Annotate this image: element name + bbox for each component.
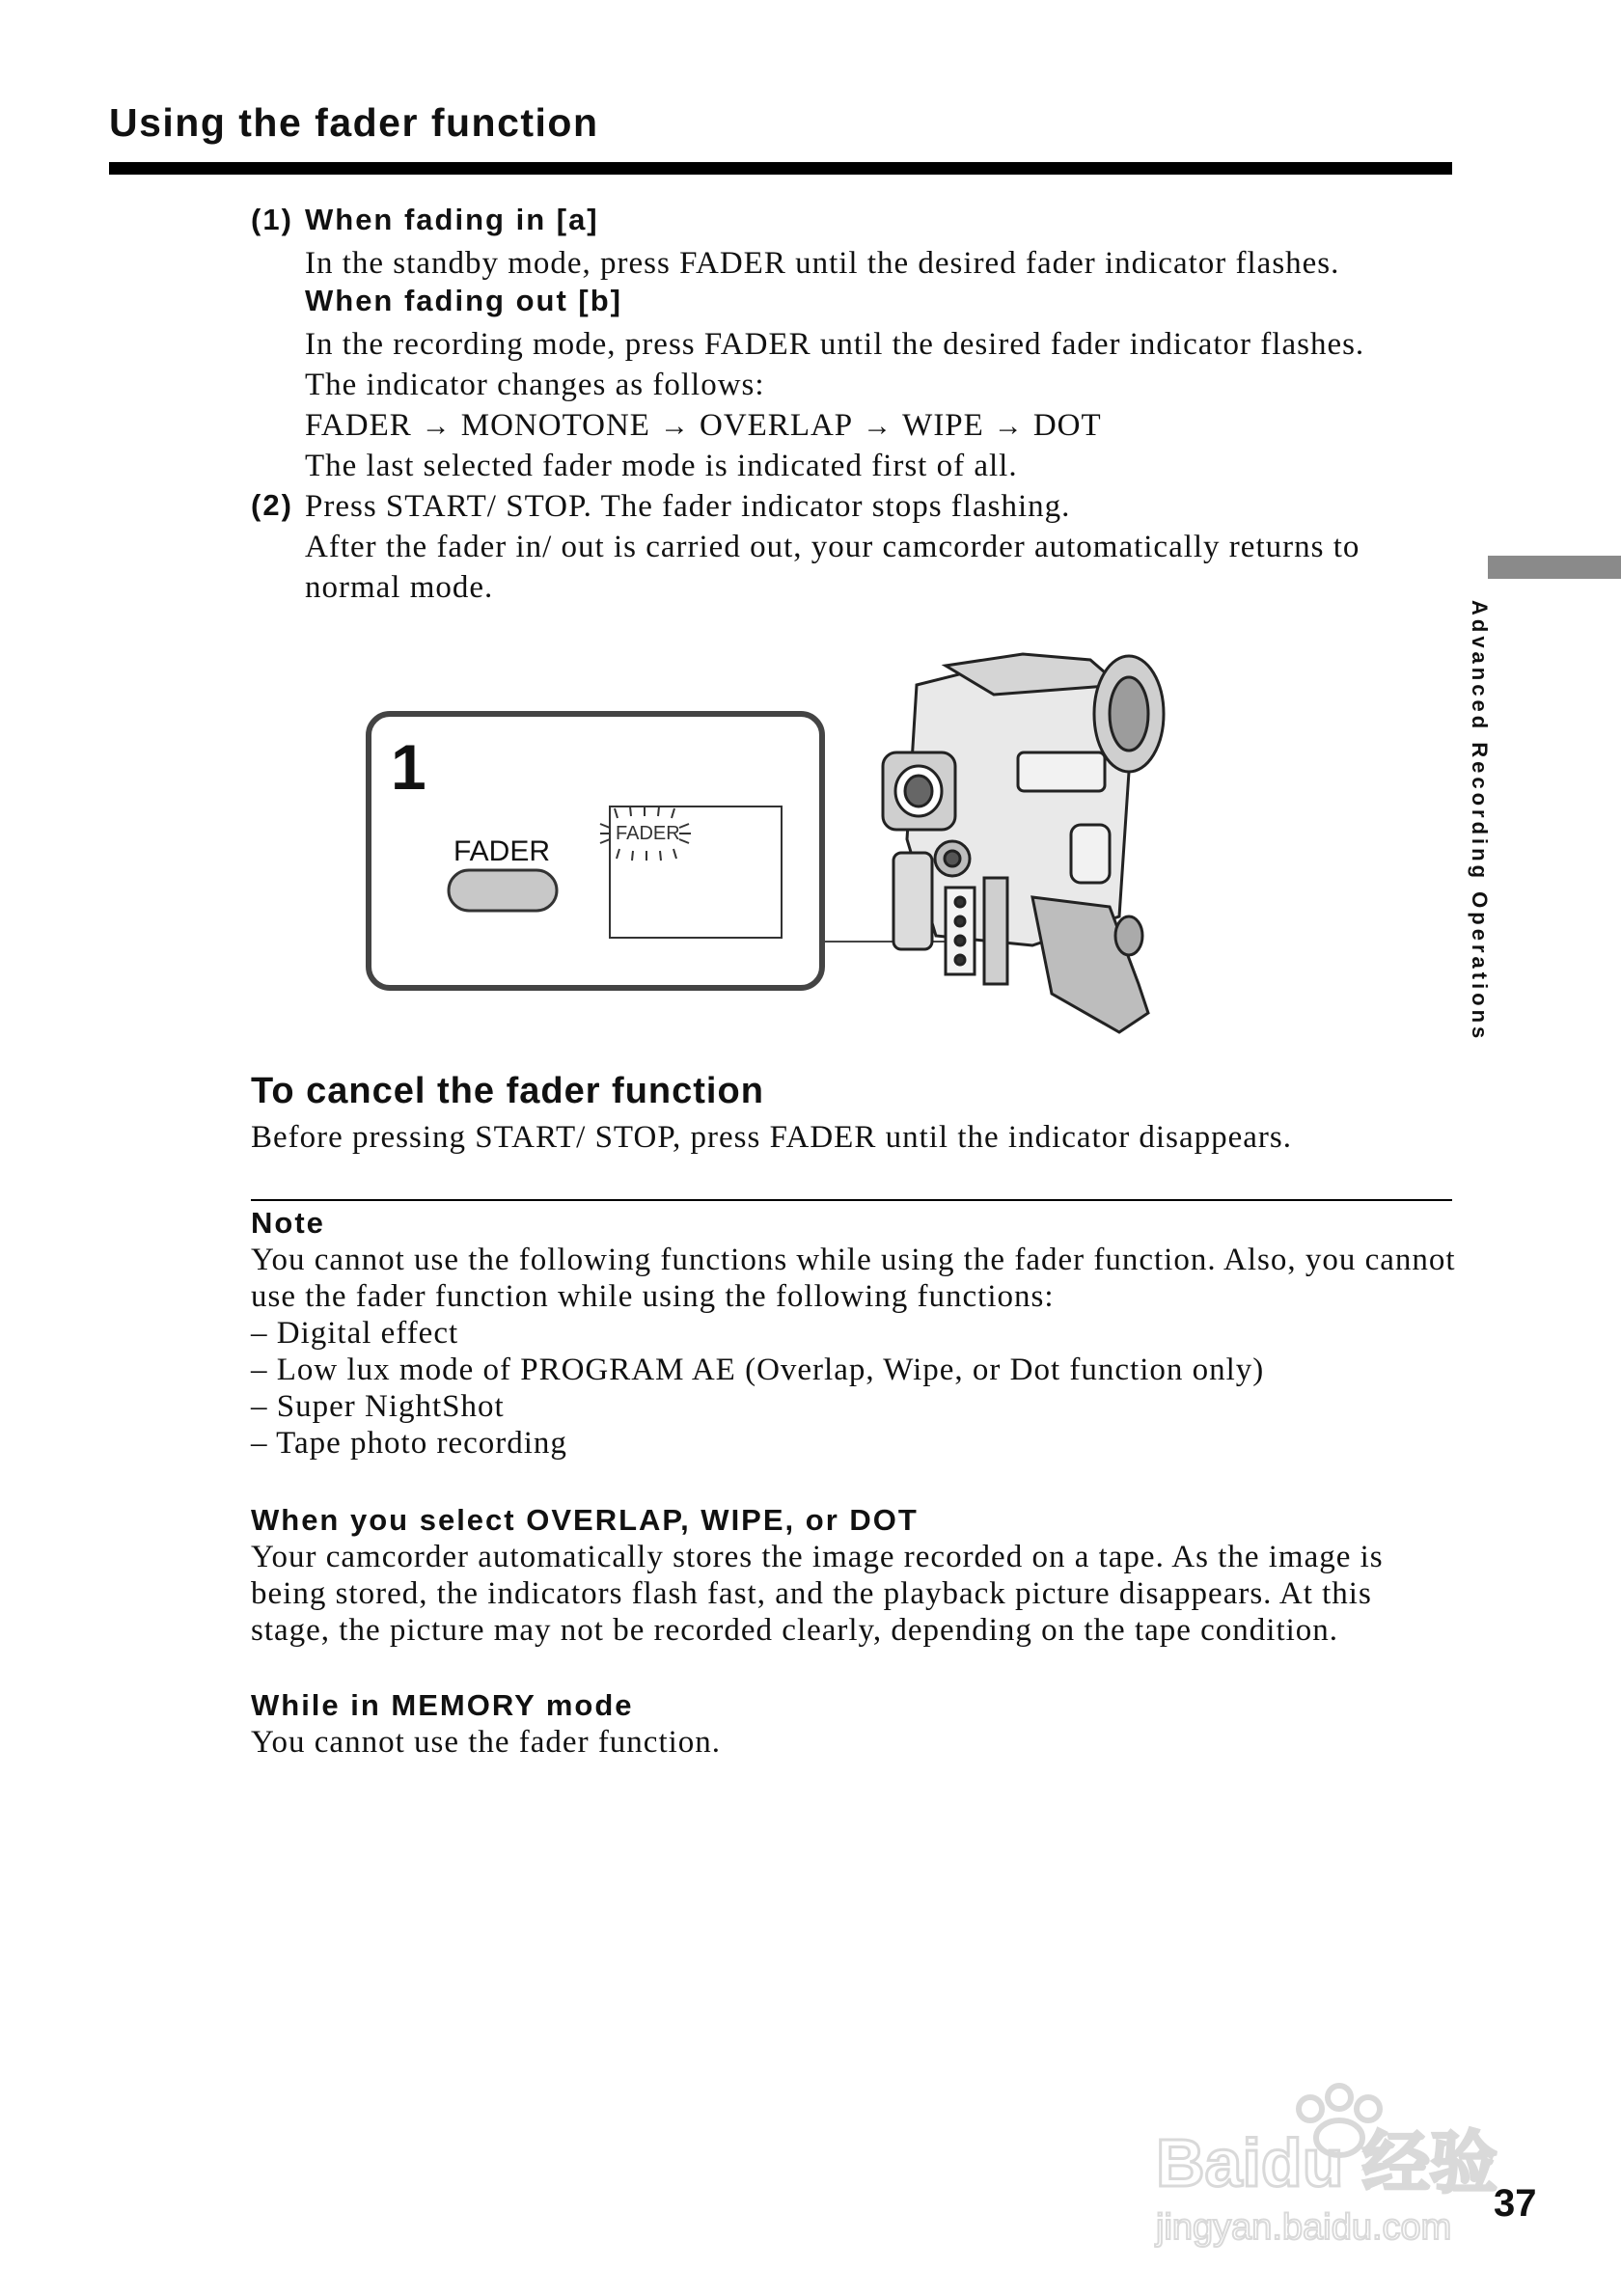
fading-out-text: In the recording mode, press FADER until the desired fader indicator flashes.	[305, 327, 1365, 362]
overlap-heading: When you select OVERLAP, WIPE, or DOT	[251, 1503, 919, 1537]
fading-in-heading: When fading in [a]	[305, 203, 599, 236]
step-2-line-1: Press START/ STOP. The fader indicator stops flashing.	[305, 489, 1071, 524]
note-list-item: – Low lux mode of PROGRAM AE (Overlap, Wipe, or Dot function only)	[251, 1353, 1265, 1387]
step-2-line-2: After the fader in/ out is carried out, your camcorder automatically returns to	[305, 530, 1360, 564]
sequence-item: WIPE	[902, 408, 984, 443]
sequence-item: FADER	[305, 408, 412, 443]
fader-illustration	[357, 646, 1196, 1042]
step-1-number: (1)	[251, 203, 293, 236]
memory-heading: While in MEMORY mode	[251, 1688, 634, 1722]
sequence-item: OVERLAP	[699, 408, 854, 443]
overlap-line-1: Your camcorder automatically stores the image recorded on a tape. As the image is	[251, 1540, 1384, 1574]
arrow-right-icon: →	[421, 410, 452, 442]
camcorder-icon	[883, 654, 1164, 1032]
section-divider	[251, 1199, 1452, 1201]
sequence-item: DOT	[1032, 408, 1102, 443]
fader-button	[449, 870, 557, 911]
last-selected-text: The last selected fader mode is indicated first of all.	[305, 449, 1018, 483]
arrow-right-icon: →	[993, 410, 1024, 442]
overlap-line-3: stage, the picture may not be recorded clearly, depending on the tape condition.	[251, 1613, 1339, 1648]
sequence-item: MONOTONE	[460, 408, 650, 443]
watermark-url: jingyan.baidu.com	[1156, 2207, 1452, 2248]
side-tab-label: Advanced Recording Operations	[1468, 600, 1492, 1043]
fading-in-text: In the standby mode, press FADER until the desired fader indicator flashes.	[305, 246, 1340, 281]
note-line-1: You cannot use the following functions while using the fader function. Also, you cannot	[251, 1243, 1456, 1277]
title-underline	[109, 162, 1452, 175]
note-list-item: – Tape photo recording	[251, 1426, 567, 1461]
note-line-2: use the fader function while using the following functions:	[251, 1279, 1055, 1314]
cancel-text: Before pressing START/ STOP, press FADER until the indicator disappears.	[251, 1120, 1292, 1155]
fader-indicator-label: FADER	[616, 823, 680, 844]
baidu-watermark	[1146, 2080, 1542, 2254]
page-title: Using the fader function	[109, 100, 599, 145]
note-heading: Note	[251, 1206, 325, 1240]
fading-out-heading: When fading out [b]	[305, 284, 622, 317]
indicator-changes-text: The indicator changes as follows:	[305, 368, 765, 402]
note-list-item: – Super NightShot	[251, 1389, 505, 1424]
figure-step-number: 1	[391, 731, 426, 803]
step-2-number: (2)	[251, 488, 293, 522]
overlap-line-2: being stored, the indicators flash fast, and the playback picture disappears. At this	[251, 1576, 1372, 1611]
fader-sequence	[305, 405, 1102, 447]
fader-button-label: FADER	[453, 835, 551, 867]
side-tab-marker	[1488, 556, 1621, 579]
watermark-logo-text: Baidu 经验	[1156, 2125, 1497, 2200]
note-list-item: – Digital effect	[251, 1316, 459, 1351]
memory-text: You cannot use the fader function.	[251, 1725, 722, 1760]
cancel-heading: To cancel the fader function	[251, 1071, 764, 1111]
arrow-right-icon: →	[863, 410, 893, 442]
page-number: 37	[1494, 2182, 1537, 2225]
step-2-line-3: normal mode.	[305, 570, 494, 605]
arrow-right-icon: →	[659, 410, 690, 442]
